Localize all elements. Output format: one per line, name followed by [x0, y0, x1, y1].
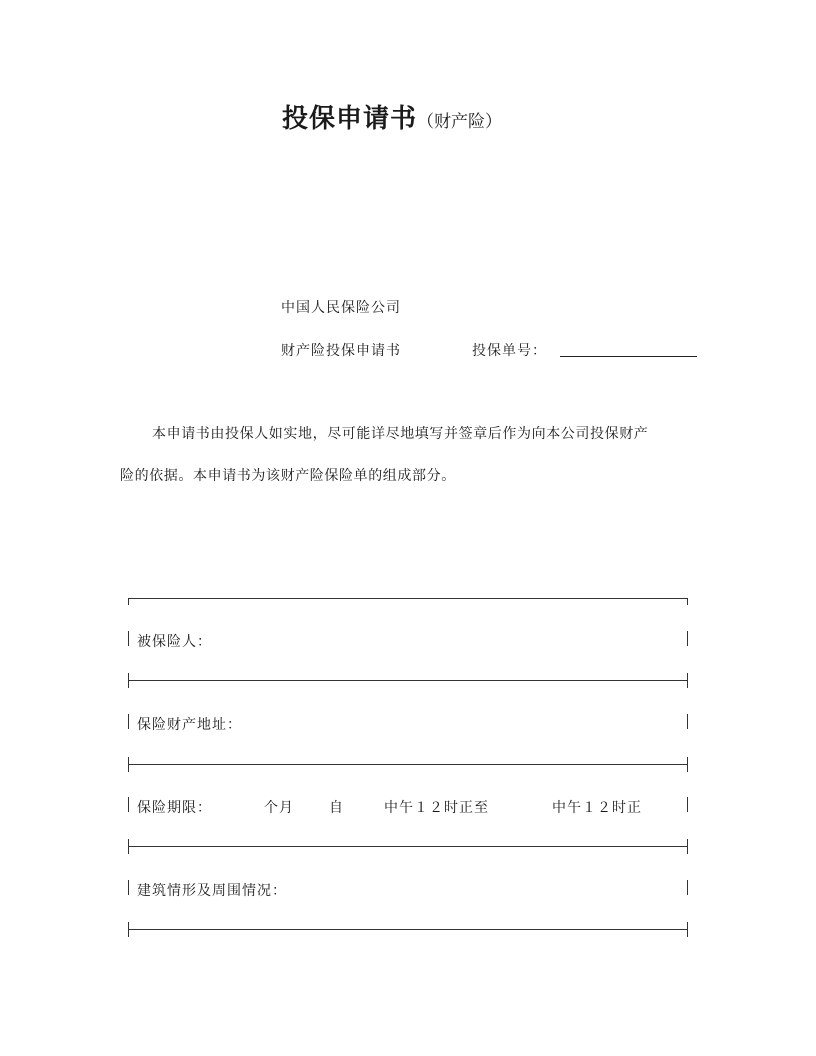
insured-field[interactable] — [220, 628, 680, 650]
company-name: 中国人民保险公司 — [281, 300, 401, 316]
end-date-field[interactable] — [500, 794, 550, 816]
divider-tick-left — [128, 673, 129, 688]
start-time-text: 中午１２时正至 — [384, 800, 489, 816]
title-main: 投保申请书 — [282, 104, 418, 134]
row-border-left — [128, 631, 129, 646]
row-divider — [128, 846, 688, 847]
row-divider — [128, 680, 688, 681]
divider-tick-right — [687, 839, 688, 854]
insurance-period-label: 保险期限： — [137, 800, 212, 816]
policy-number-label: 投保单号： — [472, 343, 547, 359]
row-border-left — [128, 797, 129, 812]
divider-tick-right — [687, 922, 688, 937]
from-label: 自 — [329, 800, 344, 816]
table-corner-right — [687, 598, 688, 605]
row-divider — [128, 764, 688, 765]
insured-label: 被保险人： — [137, 634, 212, 650]
intro-paragraph-line1: 本申请书由投保人如实地，尽可能详尽地填写并签章后作为向本公司投保财产 — [152, 426, 649, 442]
row-border-right — [687, 714, 688, 729]
row-divider — [128, 929, 688, 930]
policy-number-field[interactable] — [560, 356, 697, 357]
row-border-left — [128, 714, 129, 729]
table-corner-left — [128, 598, 129, 605]
divider-tick-right — [687, 673, 688, 688]
building-situation-label: 建筑情形及周围情况： — [137, 883, 287, 899]
start-date-field[interactable] — [346, 794, 382, 816]
divider-tick-left — [128, 922, 129, 937]
title-suffix: （财产险） — [417, 112, 503, 132]
property-address-label: 保险财产地址： — [137, 717, 242, 733]
divider-tick-left — [128, 757, 129, 772]
building-situation-field[interactable] — [290, 877, 680, 899]
intro-paragraph-line2: 险的依据。本申请书为该财产险保险单的组成部分。 — [120, 468, 456, 484]
divider-tick-left — [128, 839, 129, 854]
row-border-right — [687, 631, 688, 646]
row-border-right — [687, 880, 688, 895]
row-border-right — [687, 797, 688, 812]
row-border-left — [128, 880, 129, 895]
months-field[interactable] — [222, 794, 262, 816]
property-address-field[interactable] — [250, 711, 680, 733]
form-name: 财产险投保申请书 — [281, 343, 401, 359]
document-title — [282, 98, 502, 135]
end-time-text: 中午１２时正 — [552, 800, 642, 816]
months-suffix: 个月 — [264, 800, 294, 816]
divider-tick-right — [687, 757, 688, 772]
table-top-border — [128, 598, 688, 599]
